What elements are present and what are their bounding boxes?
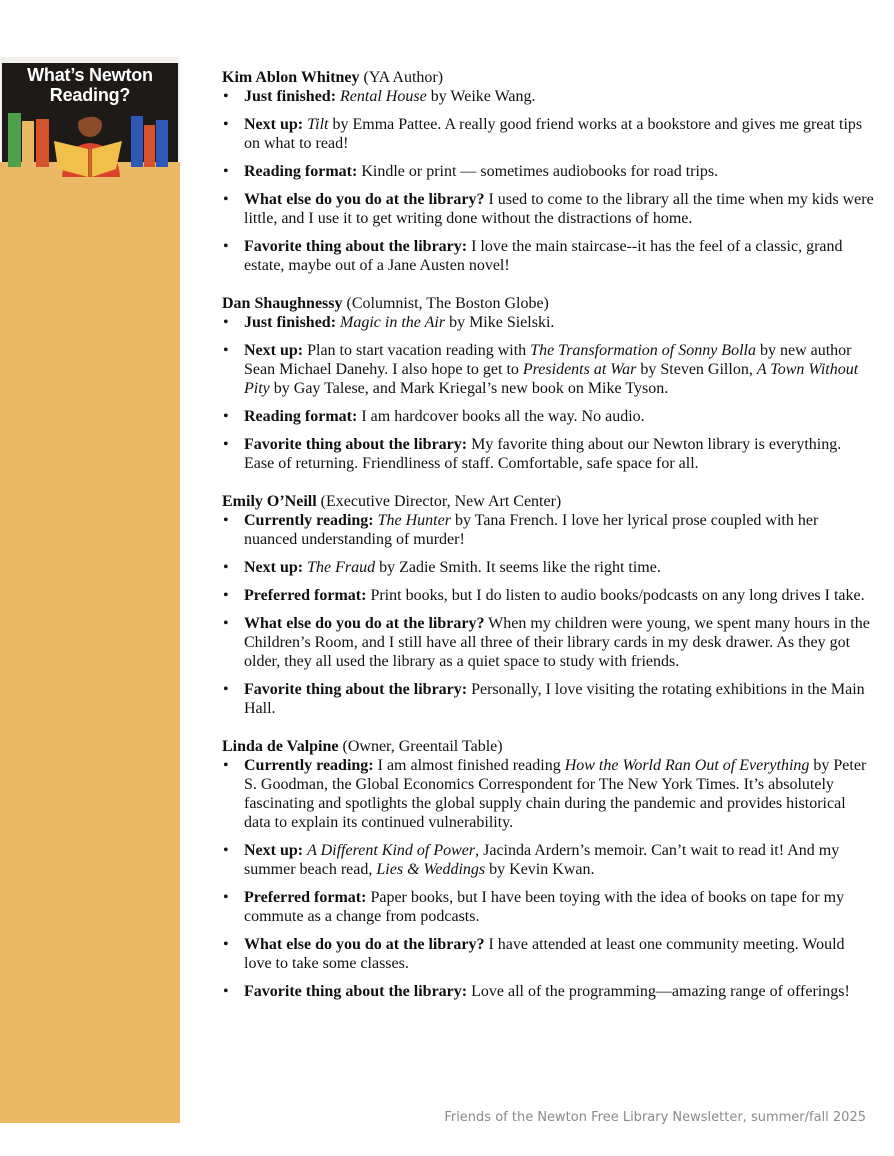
book-title: How the World Ran Out of Everything (564, 757, 810, 774)
qa-list (222, 313, 874, 473)
answer-text: by Emma Pattee. A really good friend works at a bookstore and gives me great tips on what to read! (244, 116, 863, 152)
book-spine-blue (131, 116, 143, 167)
profile-name: Dan Shaughnessy (222, 295, 343, 312)
book-title: The Hunter (377, 512, 451, 529)
profile-section (222, 294, 874, 473)
answer-text: Print books, but I do listen to audio books/podcasts on any long drives I take. (366, 587, 865, 604)
answer-text: by Steven Gillon, (636, 361, 757, 378)
answer-text: I am almost finished reading (373, 757, 565, 774)
profile-name: Kim Ablon Whitney (222, 69, 360, 86)
book-title: Lies & Weddings (376, 861, 486, 878)
profile-section (222, 492, 874, 718)
profile-heading (222, 68, 874, 87)
book-title: Magic in the Air (340, 314, 446, 331)
profile-heading (222, 492, 874, 511)
qa-list (222, 87, 874, 275)
question-label: Favorite thing about the library: (244, 238, 468, 255)
answer-text: Kindle or print — sometimes audiobooks for road trips. (357, 163, 719, 180)
qa-item (222, 435, 874, 473)
qa-item (222, 407, 874, 426)
book-spine-green (8, 113, 21, 167)
qa-item (222, 841, 874, 879)
qa-item (222, 982, 874, 1001)
question-label: What else do you do at the library? (244, 191, 485, 208)
question-label: Reading format: (244, 408, 358, 425)
question-label: Preferred format: (244, 587, 367, 604)
logo-title-line-1: What’s Newton (27, 65, 153, 85)
profile-name: Linda de Valpine (222, 738, 339, 755)
qa-item (222, 935, 874, 973)
answer-text: by Gay Talese, and Mark Kriegal’s new book on Mike Tyson. (269, 380, 669, 397)
qa-item (222, 511, 874, 549)
profile-section (222, 737, 874, 1001)
profile-role: (Owner, Greentail Table) (338, 738, 503, 755)
answer-text: When my children were young, we spent many hours in the Children’s Room, and I still have all three of their library cards in my desk drawer. As they got older, they all used the library as a quiet space to study with friends. (244, 615, 870, 670)
answer-text: by Tana French. I love her lyrical prose coupled with her nuanced understanding of murder! (244, 512, 819, 548)
profile-heading (222, 737, 874, 756)
answer-text: by Zadie Smith. It seems like the right time. (375, 559, 661, 576)
qa-item (222, 313, 874, 332)
answer-text: I love the main staircase--it has the feel of a classic, grand estate, maybe out of a Jane Austen novel! (244, 238, 843, 274)
logo-title (2, 65, 178, 105)
newsletter-footer: Friends of the Newton Free Library Newsletter, summer/fall 2025 (444, 1110, 866, 1125)
answer-text: , Jacinda Ardern’s memoir. Can’t wait to read it! And my summer beach read, (244, 842, 840, 878)
question-label: Reading format: (244, 163, 358, 180)
book-title: The Transformation of Sonny Bolla (530, 342, 756, 359)
question-label: What else do you do at the library? (244, 615, 485, 632)
question-label: Preferred format: (244, 889, 367, 906)
book-title: Rental House (340, 88, 427, 105)
answer-text: I have attended at least one community meeting. Would love to take some classes. (244, 936, 845, 972)
book-spine-blue-2 (156, 120, 168, 167)
answer-text: Personally, I love visiting the rotating exhibitions in the Main Hall. (244, 681, 865, 717)
answer-text: Love all of the programming—amazing range of offerings! (467, 983, 850, 1000)
logo-title-line-2: Reading? (49, 85, 131, 105)
profile-role: (YA Author) (359, 69, 444, 86)
qa-list (222, 511, 874, 718)
book-spine-yellow (22, 121, 34, 167)
qa-item (222, 756, 874, 832)
answer-text: I am hardcover books all the way. No audio. (357, 408, 645, 425)
qa-item (222, 341, 874, 398)
book-title: Presidents at War (522, 361, 637, 378)
book-title: A Town Without Pity (244, 361, 859, 397)
answer-text: I used to come to the library all the time when my kids were little, and I use it to get writing done without the distractions of home. (244, 191, 874, 227)
book-title: Tilt (307, 116, 329, 133)
book-title: A Different Kind of Power (307, 842, 476, 859)
qa-item (222, 190, 874, 228)
book-spine-red-2 (144, 125, 155, 167)
answer-text: My favorite thing about our Newton library is everything. Ease of returning. Friendliness of staff. Comfortable, safe space for all. (244, 436, 842, 472)
book-title: The Fraud (307, 559, 376, 576)
answer-text: by Mike Sielski. (445, 314, 555, 331)
answer-text: by Kevin Kwan. (485, 861, 595, 878)
question-label: Next up: (244, 559, 304, 576)
qa-item (222, 237, 874, 275)
answer-text: by Weike Wang. (426, 88, 536, 105)
question-label: Just finished: (244, 314, 337, 331)
answer-text: by new author Sean Michael Danehy. I also hope to get to (244, 342, 852, 378)
answer-text: Plan to start vacation reading with (303, 342, 531, 359)
question-label: Favorite thing about the library: (244, 436, 468, 453)
question-label: Currently reading: (244, 757, 374, 774)
book-spine-red (36, 119, 49, 167)
qa-item (222, 162, 874, 181)
profile-role: (Columnist, The Boston Globe) (342, 295, 549, 312)
profile-heading (222, 294, 874, 313)
question-label: Favorite thing about the library: (244, 681, 468, 698)
question-label: Just finished: (244, 88, 337, 105)
qa-item (222, 558, 874, 577)
qa-item (222, 87, 874, 106)
question-label: Currently reading: (244, 512, 374, 529)
qa-item (222, 115, 874, 153)
question-label: Next up: (244, 116, 304, 133)
question-label: Next up: (244, 842, 304, 859)
answer-text: by Peter S. Goodman, the Global Economics Correspondent for The New York Times. It’s absolutely fascinating and spotlights the global supply chain during the pandemic and provides historical data to explain its continued vulnerability. (244, 757, 867, 831)
qa-item (222, 888, 874, 926)
profiles-column (222, 68, 874, 1020)
question-label: Favorite thing about the library: (244, 983, 468, 1000)
profile-role: (Executive Director, New Art Center) (316, 493, 562, 510)
qa-list (222, 756, 874, 1001)
answer-text: Paper books, but I have been toying with the idea of books on tape for my commute as a change from podcasts. (244, 889, 845, 925)
question-label: What else do you do at the library? (244, 936, 485, 953)
qa-item (222, 680, 874, 718)
sidebar-band (0, 57, 180, 1123)
profile-name: Emily O’Neill (222, 493, 317, 510)
qa-item (222, 614, 874, 671)
profile-section (222, 68, 874, 275)
whats-newton-reading-logo (0, 57, 180, 177)
qa-item (222, 586, 874, 605)
question-label: Next up: (244, 342, 304, 359)
